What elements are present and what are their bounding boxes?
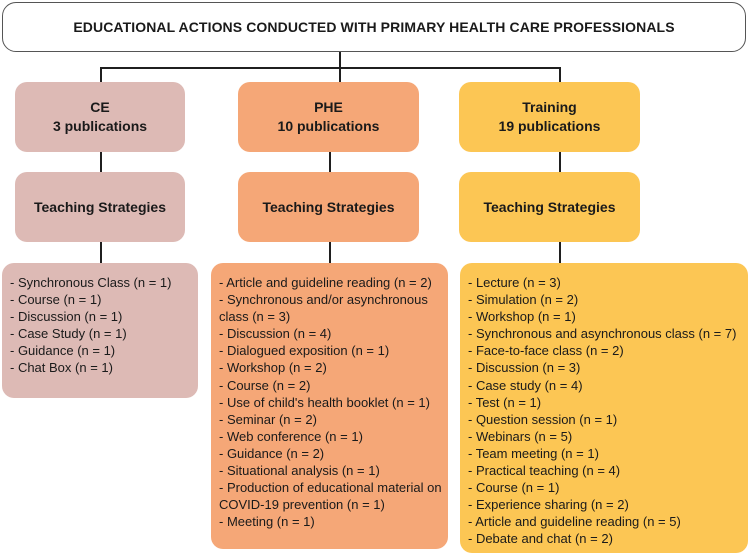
strategy-item: - Meeting (n = 1) [219, 514, 315, 530]
strategy-list-training [460, 263, 748, 553]
strategy-item: - Web conference (n = 1) [219, 428, 363, 444]
strategy-item: - Course (n = 1) [468, 480, 560, 496]
strategy-item: - Article and guideline reading (n = 5) [468, 514, 681, 530]
connector-phe-low [329, 242, 331, 263]
connector-ce-top [100, 67, 102, 82]
connector-training-low [559, 242, 561, 263]
strategy-item: - Workshop (n = 2) [219, 360, 327, 376]
strategy-item: - Production of educational material on COVID-19 prevention (n = 1) [219, 480, 442, 513]
strategy-item: - Synchronous Class (n = 1) [10, 275, 172, 290]
category-name: PHE [314, 99, 343, 115]
strategy-item: - Debate and chat (n = 2) [468, 531, 613, 547]
strategy-item: - Discussion (n = 1) [10, 309, 123, 325]
strategy-item: - Face-to-face class (n = 2) [468, 343, 624, 359]
strategy-item: - Chat Box (n = 1) [10, 360, 113, 376]
connector-training-top [559, 67, 561, 82]
strategy-box-training: Teaching Strategies [459, 172, 640, 242]
strategy-items [219, 274, 442, 530]
strategy-box-ce: Teaching Strategies [15, 172, 185, 242]
strategy-item: - Course (n = 2) [219, 377, 311, 393]
strategy-item: - Dialogued exposition (n = 1) [219, 343, 390, 359]
strategy-item: - Question session (n = 1) [468, 411, 618, 427]
strategy-item: - Workshop (n = 1) [468, 309, 576, 325]
strategy-item: - Test (n = 1) [468, 394, 542, 410]
category-box-phe [238, 82, 419, 152]
strategy-item: - Use of child's health booklet (n = 1) [219, 394, 430, 410]
strategy-item: - Discussion (n = 3) [468, 360, 581, 376]
category-publications: 19 publications [498, 118, 601, 134]
category-publications: 3 publications [52, 118, 148, 134]
strategy-item: - Synchronous and asynchronous class (n = 7) [468, 326, 737, 342]
connector-ce-mid [100, 152, 102, 172]
category-box-training [459, 82, 640, 152]
strategy-item: - Course (n = 1) [10, 292, 102, 308]
strategy-item: - Case Study (n = 1) [10, 326, 127, 342]
strategy-item: - Article and guideline reading (n = 2) [219, 275, 432, 290]
strategy-item: - Synchronous and/or asynchronous class (n = 3) [219, 292, 428, 325]
strategy-item: - Situational analysis (n = 1) [219, 463, 380, 479]
strategy-item: - Discussion (n = 4) [219, 326, 332, 342]
strategy-item: - Experience sharing (n = 2) [468, 497, 629, 513]
category-box-ce [15, 82, 185, 152]
strategy-item: - Case study (n = 4) [468, 377, 583, 393]
connector-training-mid [559, 152, 561, 172]
diagram-title: EDUCATIONAL ACTIONS CONDUCTED WITH PRIMARY HEALTH CARE PROFESSIONALS [2, 2, 746, 52]
strategy-item: - Guidance (n = 1) [10, 343, 116, 359]
strategy-item: - Webinars (n = 5) [468, 428, 573, 444]
connector-phe-mid [329, 152, 331, 172]
strategy-list-ce [2, 263, 198, 398]
connector-ce-low [100, 242, 102, 263]
strategy-box-phe: Teaching Strategies [238, 172, 419, 242]
category-publications: 10 publications [277, 118, 380, 134]
strategy-item: - Guidance (n = 2) [219, 445, 325, 461]
strategy-list-phe [211, 263, 448, 549]
strategy-item: - Team meeting (n = 1) [468, 445, 599, 461]
connector-horizontal [100, 67, 560, 69]
category-name: Training [522, 99, 577, 115]
strategy-item: - Practical teaching (n = 4) [468, 463, 621, 479]
category-name: CE [90, 99, 110, 115]
strategy-item: - Simulation (n = 2) [468, 292, 579, 308]
strategy-items [10, 274, 192, 377]
strategy-item: - Seminar (n = 2) [219, 411, 317, 427]
strategy-items [468, 274, 742, 548]
strategy-item: - Lecture (n = 3) [468, 275, 561, 290]
